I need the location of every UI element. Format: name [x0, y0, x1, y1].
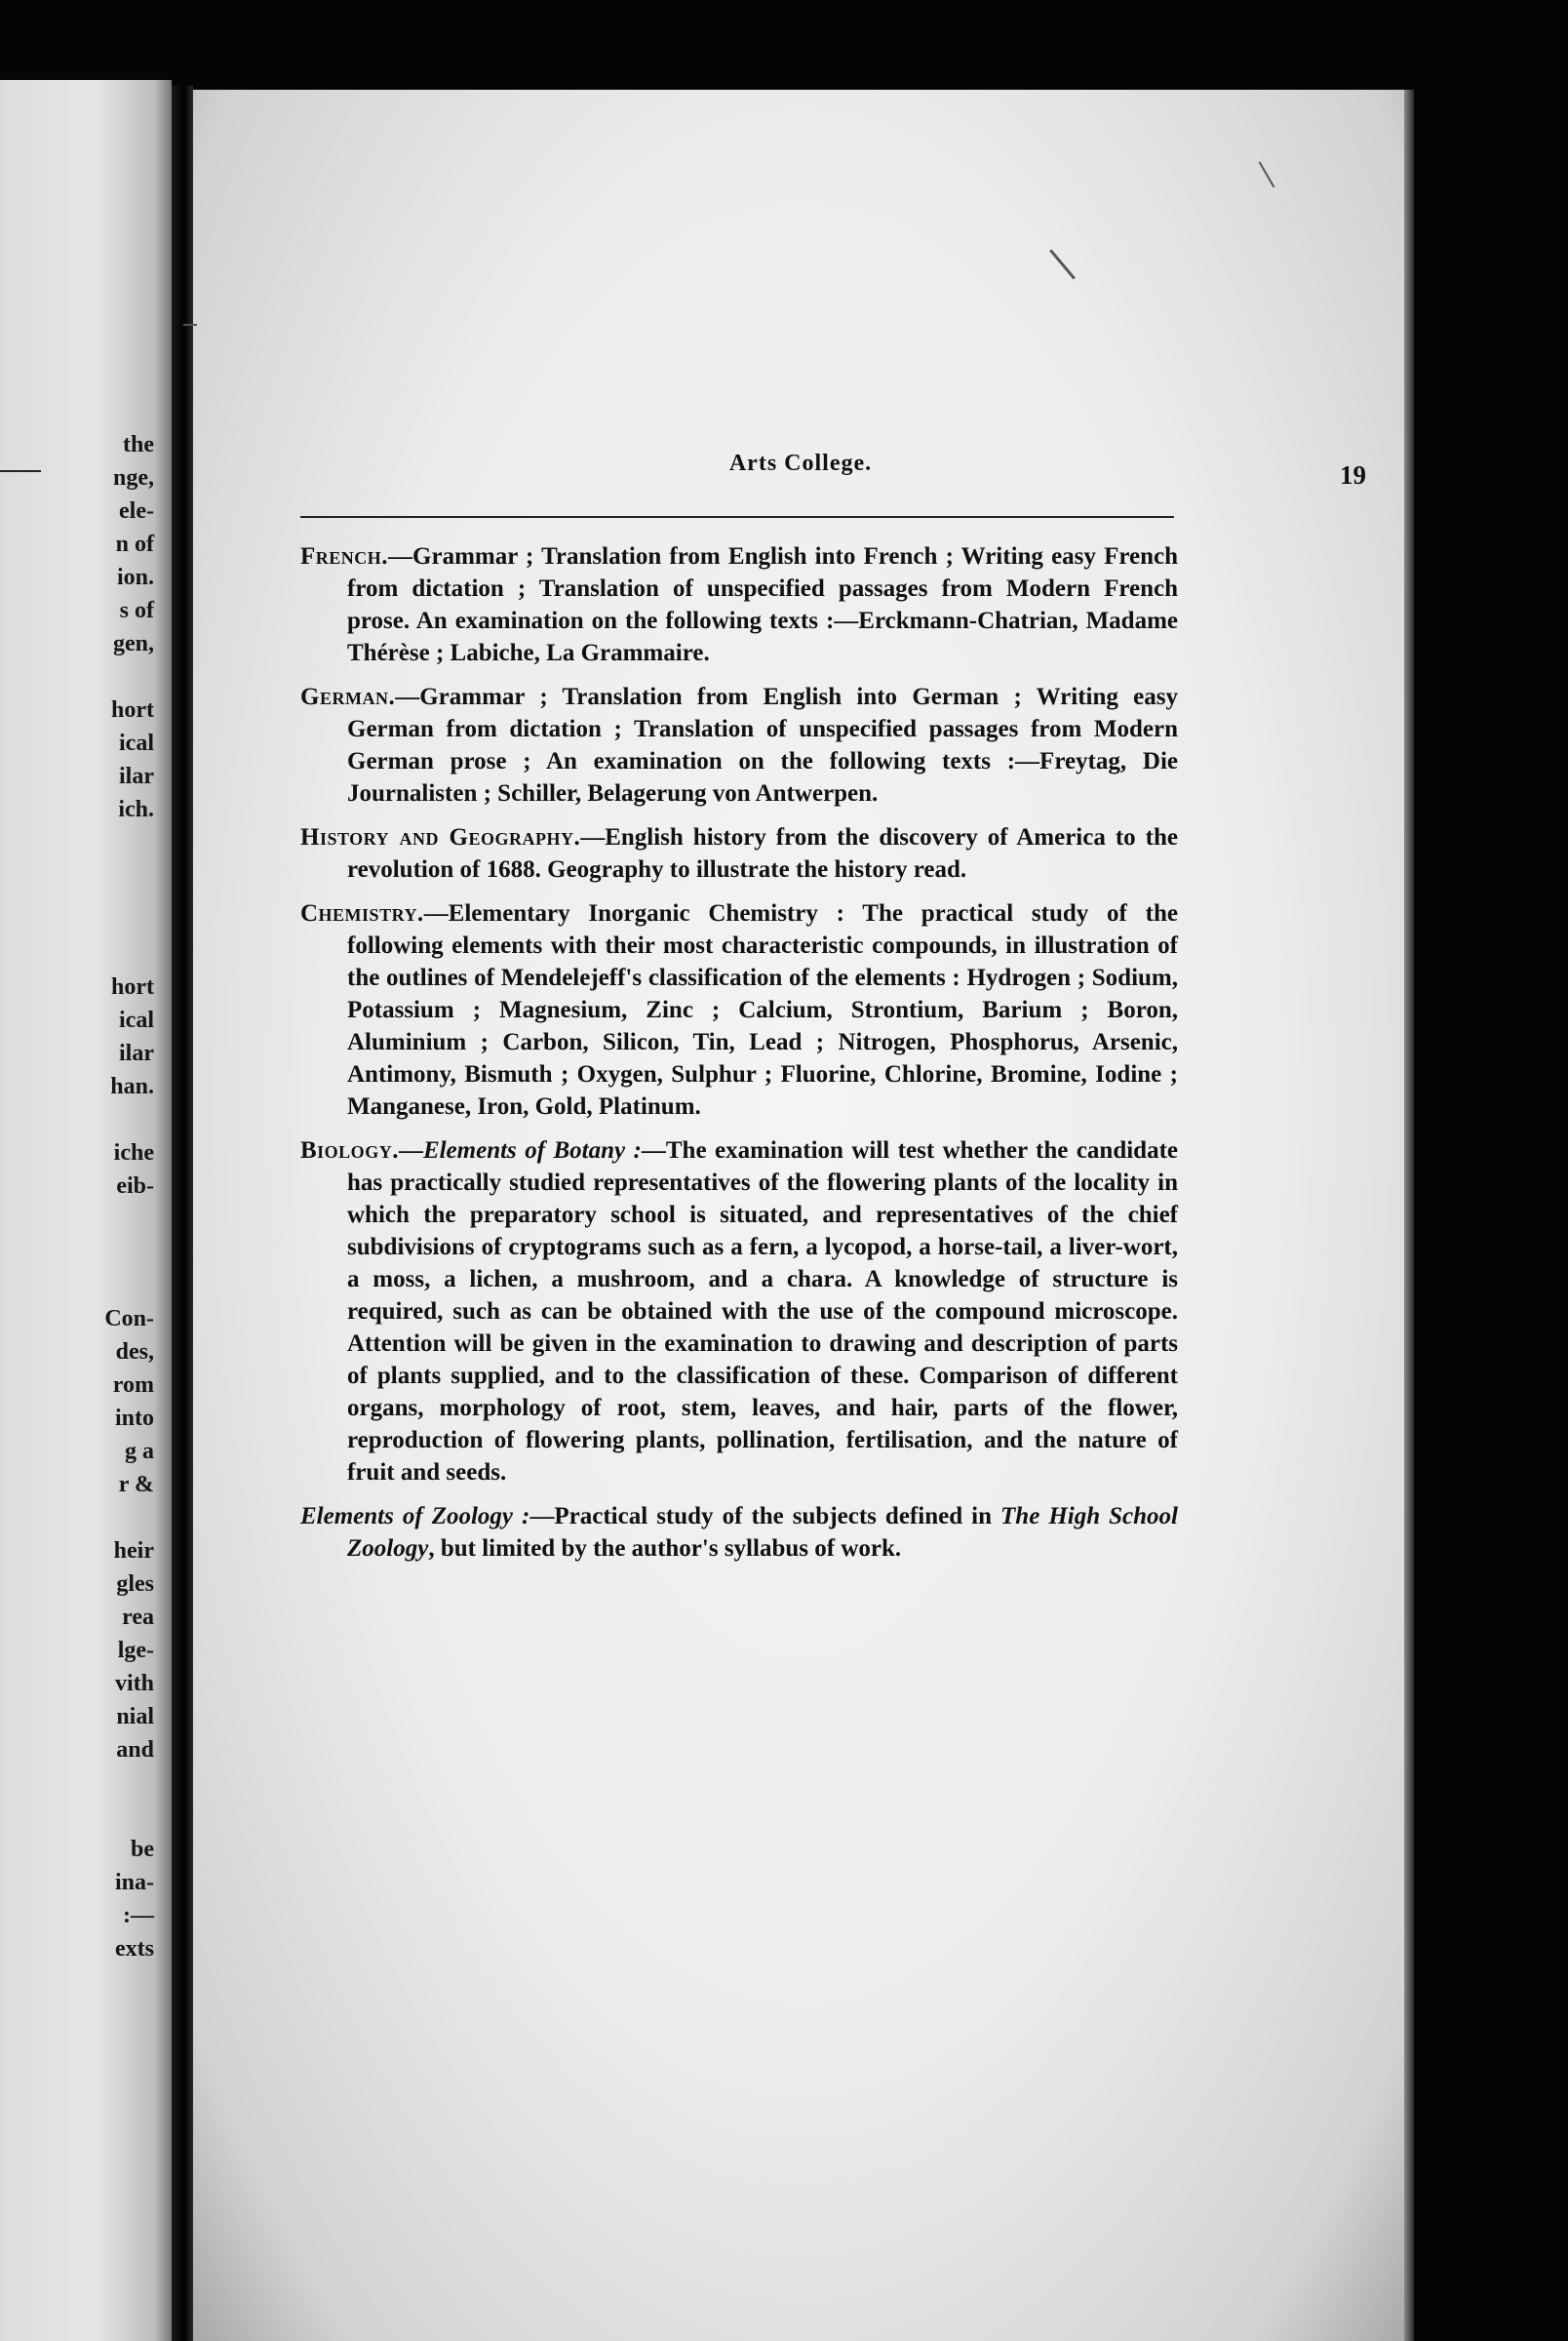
entry-heading: Chemistry.	[300, 900, 424, 927]
left-fragment: g a	[125, 1439, 154, 1464]
entry-heading: French.	[300, 543, 389, 570]
entry-biology	[300, 1134, 1178, 1488]
book-page	[193, 90, 1408, 2341]
left-fragment: ion.	[116, 565, 154, 590]
left-fragment: n of	[115, 532, 154, 557]
heading-dash: —	[423, 900, 449, 927]
left-fragment: iche	[113, 1140, 154, 1166]
header-rule	[300, 516, 1174, 518]
left-fragment: the	[123, 432, 154, 457]
entry-history-geography	[300, 821, 1178, 886]
entry-heading: History and Geography.	[300, 824, 581, 851]
left-fragment: hort	[111, 697, 154, 723]
left-fragment: rea	[122, 1605, 154, 1630]
left-fragment: heir	[113, 1538, 154, 1564]
heading-dash: —	[580, 824, 606, 851]
entry-chemistry	[300, 897, 1178, 1123]
entry-subheading: Elements of Botany :	[422, 1137, 642, 1164]
left-fragment: s of	[119, 598, 154, 623]
left-fragment: exts	[115, 1936, 154, 1962]
entry-text: —Practical study of the subjects defined in	[529, 1503, 1001, 1529]
left-fragment: nial	[116, 1704, 154, 1729]
left-fragment: r &	[118, 1472, 154, 1497]
left-fragment: nge,	[113, 465, 154, 491]
entry-heading: Elements of Zoology :	[300, 1503, 530, 1529]
running-head	[193, 451, 1408, 477]
entry-heading: German.	[300, 684, 396, 710]
book-title: The High School Zoology	[347, 1503, 1178, 1562]
heading-dash: —	[395, 684, 420, 710]
entry-german	[300, 681, 1178, 810]
entry-text: —The examination will test whether the candidate has practically studied representatives of the flowering plants of the locality in which the preparatory school is situated, and representatives of the chief subdivisions of cryptograms such as a fern, a lycopod, a horse-tail, a liver-wort, a moss, a lichen, a mushroom, and a chara. A knowledge of structure is required, such as can be obtained with the use of the compound microscope. Attention will be given in the examination to drawing and description of parts of plants supplied, and to the classification of these. Comparison of different organs, morphology of root, stem, leaves, and hair, parts of the flower, reproduction of flowering plants, pollination, fertilisation, and the nature of fruit and seeds.	[347, 1137, 1178, 1486]
left-fragment: and	[116, 1737, 154, 1763]
left-fragment: hort	[111, 974, 154, 1000]
entry-french	[300, 540, 1178, 669]
left-fragment: be	[131, 1837, 154, 1862]
left-fragment: rom	[112, 1372, 154, 1398]
entry-heading: Biology.	[300, 1137, 399, 1164]
left-fragment: gen,	[113, 631, 154, 656]
scan-speck	[183, 324, 197, 326]
left-fragment: ich.	[118, 797, 154, 822]
running-head-text: Arts College.	[728, 451, 873, 476]
left-fragment: des,	[115, 1339, 154, 1365]
entry-text: Grammar ; Translation from English into German ; Writing easy German from dictation ; Translation of unspecified passages from Modern German prose ; An examination on the following texts :—Freytag, Die Journalisten ; Schiller, Belagerung von Antwerpen.	[347, 684, 1178, 807]
entry-text: English history from the discovery of America to the revolution of 1688. Geography to illustrate the history read.	[347, 824, 1178, 883]
entry-zoology	[300, 1500, 1178, 1565]
page-number: 19	[1340, 460, 1366, 490]
book-gutter	[172, 86, 193, 2341]
entry-text: Grammar ; Translation from English into French ; Writing easy French from dictation ; Translation of unspecified passages from Modern French prose. An examination on the following texts :—Erckmann-Chatrian, Madame Thérèse ; Labiche, La Grammaire.	[347, 543, 1178, 666]
left-fragment: Con-	[104, 1306, 154, 1331]
left-fragment: lge-	[117, 1638, 154, 1663]
left-fragment: :—	[123, 1903, 154, 1928]
entry-text: , but limited by the author's syllabus of work.	[428, 1535, 902, 1562]
left-fragment: gles	[116, 1571, 154, 1597]
left-fragment: eib-	[116, 1173, 154, 1199]
left-fragment: ilar	[119, 1041, 154, 1066]
left-fragment: into	[114, 1406, 154, 1431]
page-body	[300, 540, 1178, 1576]
left-fragment: vith	[114, 1671, 154, 1696]
left-page-fragment	[0, 80, 172, 2341]
left-fragment: ilar	[119, 764, 154, 789]
left-fragment: ical	[119, 1008, 154, 1033]
scan-speck	[1259, 162, 1275, 188]
left-fragment: ina-	[114, 1870, 154, 1895]
heading-dash: —	[388, 543, 413, 570]
entry-text: Elementary Inorganic Chemistry : The practical study of the following elements with their most characteristic compounds, in illustration of the outlines of Mendelejeff's classification of the elements : Hydrogen ; Sodium, Potassium ; Magnesium, Zinc ; Calcium, Strontium, Barium ; Boron, Aluminium ; Carbon, Silicon, Tin, Lead ; Nitrogen, Phosphorus, Arsenic, Antimony, Bismuth ; Oxygen, Sulphur ; Fluorine, Chlorine, Bromine, Iodine ; Manganese, Iron, Gold, Platinum.	[347, 900, 1178, 1120]
heading-dash: —	[398, 1137, 423, 1164]
scan-speck	[1049, 249, 1076, 279]
left-page-rule	[0, 470, 41, 472]
left-fragment: ele-	[119, 498, 154, 524]
left-fragment: han.	[110, 1074, 154, 1099]
page-edge-shadow	[1404, 90, 1414, 2341]
left-fragment: ical	[119, 731, 154, 756]
